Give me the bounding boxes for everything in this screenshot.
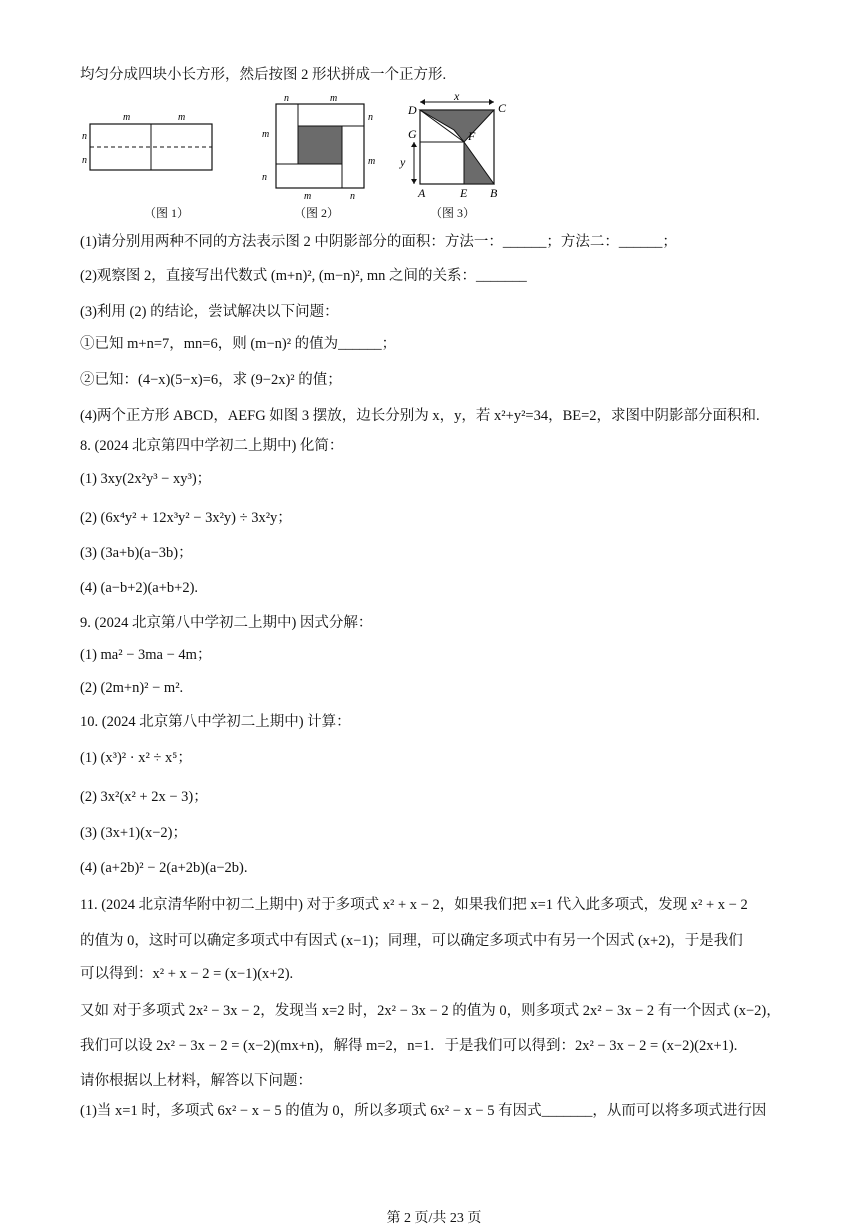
text-line-17: (1) (x³)² · x² ÷ x⁵； bbox=[80, 750, 192, 766]
text-line-22: 的值为 0，这时可以确定多项式中有因式 (x−1)；同理，可以确定多项式中有另一个因式 (x+2)，于是我们 bbox=[80, 933, 743, 949]
text-line-25: 我们可以设 2x² − 3x − 2 = (x−2)(mx+n)，解得 m=2，n=1．于是我们可以得到：2x² − 3x − 2 = (x−2)(2x+1). bbox=[80, 1038, 738, 1054]
fig2-label: m bbox=[304, 191, 312, 202]
fig3-label-G: G bbox=[408, 127, 417, 141]
text-line-4: (3)利用 (2) 的结论，尝试解决以下问题： bbox=[80, 304, 339, 320]
figure-1-caption: （图 1） bbox=[144, 206, 190, 220]
fig1-label-n-bottom: n bbox=[82, 155, 87, 166]
text-line-13: 9. (2024 北京第八中学初二上期中) 因式分解： bbox=[80, 615, 373, 631]
fig2-shaded-square bbox=[298, 126, 342, 164]
fig3-label-B: B bbox=[490, 186, 498, 200]
text-line-7: (4)两个正方形 ABCD，AEFG 如图 3 摆放，边长分别为 x，y，若 x²+y²=34，BE=2，求图中阴影部分面积和. bbox=[80, 408, 760, 424]
text-line-11: (3) (3a+b)(a−3b)； bbox=[80, 545, 193, 561]
text-line-14: (1) ma² − 3ma − 4m； bbox=[80, 647, 212, 663]
text-line-6: ②已知：(4−x)(5−x)=6，求 (9−2x)² 的值； bbox=[80, 372, 342, 388]
text-line-24: 又如 对于多项式 2x² − 3x − 2，发现当 x=2 时，2x² − 3x − 2 的值为 0，则多项式 2x² − 3x − 2 有一个因式 (x−2)， bbox=[80, 1003, 781, 1019]
figure-2-diagram bbox=[256, 92, 384, 202]
figure-3-diagram bbox=[398, 92, 520, 204]
figure-2-caption: （图 2） bbox=[294, 206, 340, 220]
text-line-16: 10. (2024 北京第八中学初二上期中) 计算： bbox=[80, 714, 351, 730]
figures-row bbox=[80, 92, 520, 224]
text-line-1: 均匀分成四块小长方形，然后按图 2 形状拼成一个正方形. bbox=[80, 67, 447, 83]
fig2-label: n bbox=[262, 172, 267, 183]
figure-3-caption: （图 3） bbox=[430, 206, 476, 220]
fig3-shaded-bottom bbox=[464, 142, 494, 184]
text-line-23: 可以得到：x² + x − 2 = (x−1)(x+2). bbox=[80, 966, 294, 982]
fig3-label-F: F bbox=[468, 129, 476, 143]
text-line-8: 8. (2024 北京第四中学初二上期中) 化简： bbox=[80, 438, 344, 454]
fig3-label-x: x bbox=[454, 92, 460, 103]
fig3-label-D: D bbox=[408, 103, 417, 117]
figure-1-diagram bbox=[80, 110, 220, 176]
fig2-label: n bbox=[350, 191, 355, 202]
fig1-label-m-right: m bbox=[178, 112, 186, 123]
text-line-20: (4) (a+2b)² − 2(a+2b)(a−2b). bbox=[80, 860, 248, 876]
fig2-label: n bbox=[368, 112, 373, 123]
text-line-12: (4) (a−b+2)(a+b+2). bbox=[80, 580, 199, 596]
fig2-label: m bbox=[330, 93, 338, 104]
fig2-label: m bbox=[262, 129, 270, 140]
fig3-label-y: y bbox=[400, 155, 406, 169]
page-footer: 第 2 页/共 23 页 bbox=[386, 1211, 482, 1226]
fig1-label-m-left: m bbox=[123, 112, 131, 123]
text-line-10: (2) (6x⁴y² + 12x³y² − 3x²y) ÷ 3x²y； bbox=[80, 510, 292, 526]
text-line-5: ①已知 m+n=7，mn=6，则 (m−n)² 的值为______； bbox=[80, 336, 397, 352]
text-line-26: 请你根据以上材料，解答以下问题： bbox=[80, 1073, 312, 1089]
fig2-label: n bbox=[284, 93, 289, 104]
fig3-label-E: E bbox=[460, 186, 468, 200]
text-line-27: (1)当 x=1 时，多项式 6x² − x − 5 的值为 0，所以多项式 6x² − x − 5 有因式_______，从而可以将多项式进行因 bbox=[80, 1103, 767, 1119]
text-line-21: 11. (2024 北京清华附中初二上期中) 对于多项式 x² + x − 2，如果我们把 x=1 代入此多项式，发现 x² + x − 2 bbox=[80, 897, 748, 913]
fig1-label-n-top: n bbox=[82, 131, 87, 142]
text-line-9: (1) 3xy(2x²y³ − xy³)； bbox=[80, 471, 212, 487]
fig3-label-A: A bbox=[418, 186, 426, 200]
fig2-label: m bbox=[368, 156, 376, 167]
fig3-label-C: C bbox=[498, 101, 507, 115]
text-line-18: (2) 3x²(x² + 2x − 3)； bbox=[80, 789, 208, 805]
text-line-3: (2)观察图 2，直接写出代数式 (m+n)², (m−n)², mn 之间的关系：_______ bbox=[80, 268, 527, 284]
text-line-15: (2) (2m+n)² − m². bbox=[80, 680, 184, 696]
text-line-2: (1)请分别用两种不同的方法表示图 2 中阴影部分的面积：方法一：______；方法二：______； bbox=[80, 234, 677, 250]
text-line-19: (3) (3x+1)(x−2)； bbox=[80, 825, 187, 841]
